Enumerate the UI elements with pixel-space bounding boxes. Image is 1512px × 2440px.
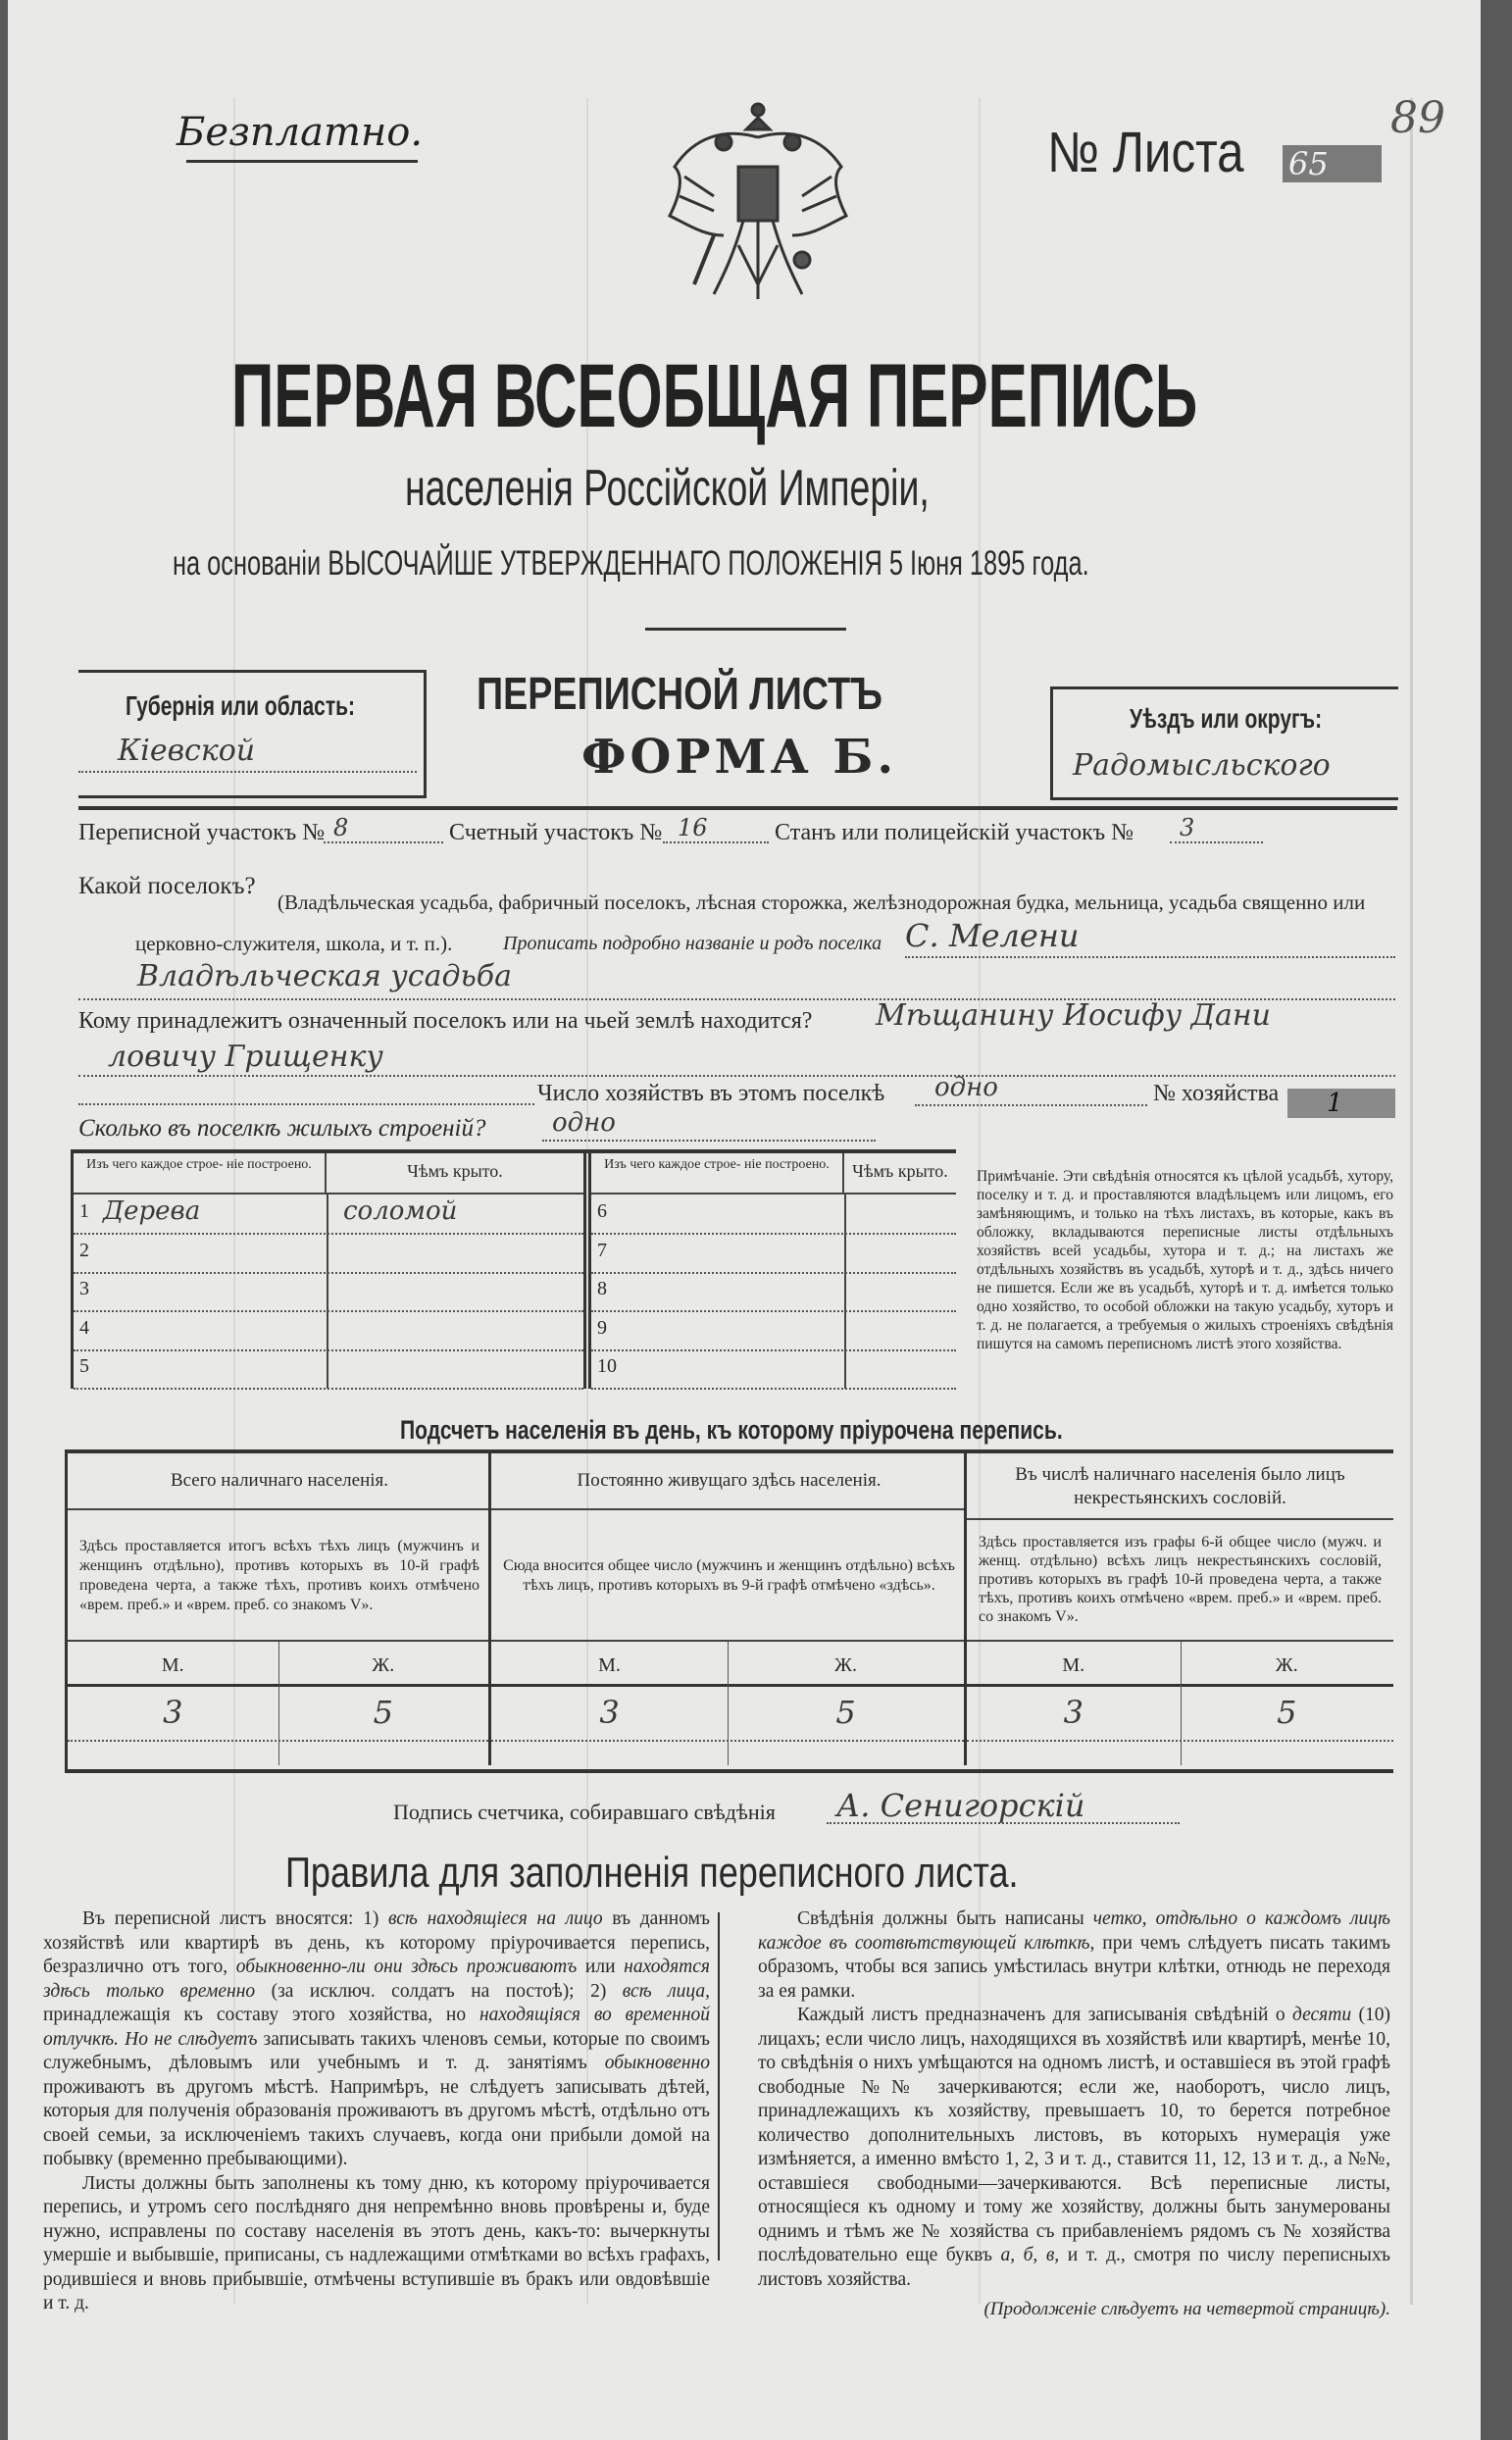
text-segment: Въ переписной листъ вносятся: 1) [82,1908,389,1929]
sheet-number-value: 65 [1283,145,1382,182]
row-number: 3 [79,1278,89,1300]
population-column [491,1453,967,1765]
building-row [74,1311,583,1351]
stan-label: Станъ или полицейскій участокъ № [775,820,1134,845]
male-header: М. [161,1654,184,1676]
buildings-table [71,1149,956,1389]
settlement-hint-cont: церковно-служителя, школа, и т. п.). [135,932,453,955]
count-section-field[interactable]: 16 [663,814,769,843]
district-label [1130,703,1386,735]
text-segment: (за исключ. солдатъ на постоѣ); 2) [255,1980,623,2002]
district-field[interactable]: Радомысльского [1073,748,1331,783]
population-column [68,1453,491,1765]
roof-cell[interactable]: соломой [343,1196,458,1226]
settlement-instruction: Прописать подробно названіе и родъ поселка [503,933,882,954]
household-number-label: № хозяйства [1153,1081,1280,1106]
census-section-field[interactable]: 8 [324,814,443,843]
female-header: Ж. [372,1654,395,1676]
population-column-description: Здѣсь проставляется изъ графы 6-й общее число (мужч. и женщ. отдѣльно) всѣхъ лицъ некрестьянскихъ сословій, противъ которыхъ въ графѣ 10-й проведена черта, а также тѣхъ, противъ коихъ отмѣчено «врем. преб.» и «врем. преб. со знакомъ V». [979,1533,1382,1625]
rules-paragraph [43,2172,710,2316]
buildings-label: Сколько въ поселкѣ жилыхъ строеній? [78,1115,486,1142]
table-double-divider [583,1153,591,1389]
row-number: 5 [79,1355,89,1378]
population-column-description: Здѣсь проставляется итогъ всѣхъ тѣхъ лицъ (мужчинъ и женщинъ отдѣльно), противъ которыхъ въ 10-й графѣ проведена черта, а также тѣхъ, противъ коихъ отмѣчено «врем. преб.» и «врем. преб. со знакомъ V». [79,1538,479,1613]
divider [645,628,846,631]
row-number: 7 [597,1239,607,1261]
settlement-field-line1[interactable]: С. Мелени [905,917,1395,958]
col-roof-header: Чѣмъ крыто. [844,1153,956,1195]
female-count[interactable]: 5 [1277,1694,1297,1731]
male-header: М. [1062,1654,1085,1676]
col-roof-header: Чѣмъ крыто. [327,1153,583,1195]
continuation-note: (Продолженіе слѣдуетъ на четвертой страницѣ). [983,2299,1390,2319]
building-row [591,1349,956,1390]
archive-number: 89 [1390,93,1445,143]
building-row [74,1195,583,1235]
household-number-field[interactable]: 1 [1287,1089,1395,1118]
district-label-text: Уѣздъ или округъ: [1130,703,1323,734]
female-header: Ж. [1275,1654,1298,1676]
building-row [591,1195,956,1235]
basis-line [173,544,1436,584]
row-number: 1 [79,1200,89,1222]
text-segment: а, б, в, [1000,2245,1060,2265]
dotted-line [491,1740,964,1742]
rules-right-column [758,1907,1390,2322]
population-column-title: Постоянно живущаго здѣсь населенія. [577,1470,882,1491]
free-label: Безплатно. [176,110,424,155]
text-segment: десяти [1292,2005,1352,2025]
text-segment: въ данномъ хозяйствѣ или квартирѣ въ день, къ которому пріурочивается перепись, безразлично отъ того, [43,1908,710,1977]
rules-title [285,1849,1180,1898]
population-column [967,1453,1393,1765]
rules-paragraph [758,2004,1390,2292]
free-underline [186,160,418,163]
text-segment: Каждый листъ предназначенъ для записыванія свѣдѣній о [797,2005,1293,2025]
owner-field-line2[interactable]: ловичу Грищенку [78,1040,1395,1077]
building-row [591,1272,956,1312]
text-segment: Листы должны быть заполнены къ тому дню, къ которому пріурочивается перепись, и утромъ сего послѣдняго дня непремѣнно вновь провѣрены и, буде нужно, исправлены по составу населенія въ этотъ день, какъ-то: вычеркнуты умершіе и выбывшіе, приписаны, съ надлежащими отмѣтками во всѣхъ графахъ, родившіеся и вновь прибывшіе, отмѣчены вступившіе въ бракъ или овдовѣвшіе и т. д. [43,2172,710,2313]
row-number: 2 [79,1239,89,1261]
divider [491,1508,964,1510]
building-row [591,1311,956,1351]
male-count[interactable]: 3 [599,1694,620,1731]
sheet-number-label [1047,120,1279,185]
rules-title-text: Правила для заполненія переписного листа. [285,1849,1019,1897]
stan-field[interactable]: 3 [1170,814,1263,843]
text-segment: , при чемъ слѣдуетъ писать такимъ образомъ, чтобы вся запись умѣстилась внутри клѣтки, отнюдь не переходя за ея рамки. [758,1932,1390,2002]
row-number: 9 [597,1316,607,1339]
province-label [126,690,431,722]
province-label-text: Губернія или область: [126,690,356,721]
text-segment: принадлежащія къ составу этого хозяйства, но [43,2005,479,2025]
female-count[interactable]: 5 [373,1694,393,1731]
female-count[interactable]: 5 [835,1694,856,1731]
form-name: ФОРМА Б. [581,730,898,785]
count-section-label: Счетный участокъ № [449,820,663,845]
column-rule [718,1912,720,2261]
dotted-line [967,1740,1393,1742]
divider [78,806,1397,810]
text-segment: проживаютъ въ другомъ мѣстѣ. Напримѣръ, не слѣдуетъ записывать дѣтей, которыя для полученія образованія проживаютъ въ другомъ мѣстѣ, отдѣльно отъ своей семьи, за исключеніемъ такихъ случаевъ, когда они прибыли домой на побывку (временно пребывающими). [43,2076,710,2169]
rules-paragraph [43,1907,710,2172]
col-material-header: Изъ чего каждое строе- ніе построено. [74,1153,327,1195]
building-row [74,1234,583,1274]
divider [68,1508,488,1510]
text-segment: находятся здѣсь только временно [43,1957,710,2002]
text-segment: всѣ находящіеся на лицо [388,1908,603,1929]
rules-left-column [43,1907,710,2316]
material-cell[interactable]: Дерева [103,1196,201,1226]
sheet-title [477,667,972,720]
dotted-line [68,1740,488,1742]
text-segment: (10) лицахъ; если число лицъ, находящихся въ хозяйствѣ или квартирѣ, менѣе 10, то свѣдѣнія о нихъ умѣщаются на одномъ листѣ, и оставшіеся въ этой графѣ свободные №№ зачеркиваются; если же, наоборотъ, число лицъ, принадлежащихъ къ хозяйству, превышаетъ 10, то берется потребное количество дополнительныхъ листовъ, въ которыхъ нумерація уже измѣняется, а именно вмѣсто 1, 2, 3 и т. д., ставится 11, 12, 13 и т. д., а №№, оставшіеся свободными—зачеркиваются. Всѣ переписные листы, относящіеся къ одному и тому же хозяйству, должны быть занумерованы однимъ и тѣмъ же № хозяйства съ прибавленіемъ рядомъ съ № хозяйства послѣдовательно еще буквъ [758,2005,1390,2265]
text-segment: четко, отдѣльно о каждомъ лицѣ каждое въ соотвѣтствующей клѣткѣ [758,1908,1390,1954]
page-subtitle-text: населенія Россійской Имперіи, [405,460,930,517]
male-count[interactable]: 3 [163,1694,183,1731]
settlement-field-line2[interactable]: Владѣльческая усадьба [78,959,1395,1000]
text-segment: записывать такихъ членовъ семьи, которые по своимъ служебнымъ, дѣловымъ или учебнымъ и т. д. занятіямъ [43,2028,710,2073]
row-number: 6 [597,1200,607,1222]
row-number: 4 [79,1316,89,1339]
owner-field-line1[interactable]: Мѣщанину Иосифу Дани [876,998,1272,1033]
page-title-text: ПЕРВАЯ ВСЕОБЩАЯ ПЕРЕПИСЬ [231,346,1198,446]
population-heading-text: Подсчетъ населенія въ день, къ которому пріурочена перепись. [400,1415,1063,1445]
households-label: Число хозяйствъ въ этомъ поселкѣ [537,1081,885,1106]
divider [967,1518,1393,1520]
text-segment: находящіяся во временной отлучкѣ. Но не слѣдуетъ [43,2005,710,2050]
building-row [591,1234,956,1274]
buildings-field[interactable]: одно [542,1108,876,1142]
basis-line-text: на основаніи ВЫСОЧАЙШЕ УТВЕРЖДЕННАГО ПОЛОЖЕНІЯ 5 Іюня 1895 года. [173,544,1089,583]
female-header: Ж. [834,1654,857,1676]
population-column-title: Въ числѣ наличнаго населенія было лицъ некрестьянскихъ сословій. [1015,1464,1345,1508]
imperial-eagle-emblem [655,98,861,309]
settlement-hint: (Владѣльческая усадьба, фабричный поселокъ, лѣсная сторожка, желѣзнодорожная будка, мельница, усадьба священно или [277,890,1366,914]
signature-field[interactable]: А. Сенигорскій [827,1787,1180,1824]
signature-label: Подпись счетчика, собиравшаго свѣдѣнія [393,1800,776,1824]
census-section-label: Переписной участокъ № [78,820,326,845]
male-count[interactable]: 3 [1063,1694,1084,1731]
population-column-title: Всего наличнаго населенія. [170,1470,389,1491]
building-row [74,1349,583,1390]
row-number: 8 [597,1278,607,1300]
text-segment: или [577,1957,625,1977]
population-table [65,1449,1393,1773]
row-number: 10 [597,1355,617,1378]
building-row [74,1272,583,1312]
dotted-line [78,1103,534,1105]
province-field[interactable]: Кіевской [78,734,417,773]
district-box [1050,686,1398,800]
owner-label: Кому принадлежитъ означенный поселокъ или на чьей землѣ находится? [78,1008,813,1034]
text-segment: обыкновенно [604,2053,710,2073]
col-material-header: Изъ чего каждое строе- ніе построено. [591,1153,844,1195]
households-field[interactable]: одно [915,1073,1147,1106]
population-column-description: Сюда вносится общее число (мужчинъ и женщинъ отдѣльно) всѣхъ тѣхъ лицъ, противъ которыхъ въ 9-й графѣ отмѣчено «здѣсь». [503,1557,955,1594]
text-segment: всѣ лица, [622,1980,710,2002]
sheet-number-label-text: № Листа [1047,121,1244,184]
sheet-title-text: ПЕРЕПИСНОЙ ЛИСТЪ [477,668,882,719]
male-header: М. [598,1654,621,1676]
page-subtitle [405,459,1134,518]
text-segment: и т. д., смотря по числу переписныхъ листовъ хозяйства. [758,2245,1390,2290]
settlement-label: Какой поселокъ? [78,873,256,899]
text-segment: Свѣдѣнія должны быть написаны [797,1908,1093,1929]
note-text: Примѣчаніе. Эти свѣдѣнія относятся къ цѣлой усадьбѣ, хутору, поселку и т. д. и проставляются владѣльцемъ или лицомъ, его замѣняющимъ, и только на тѣхъ листахъ, въ которые, какъ въ обложку, вкладываются переписные листы отдѣльныхъ хозяйствъ всей усадьбы, хутора и т. д.; на листахъ же отдѣльныхъ хозяйствъ въ усадьбѣ, хуторѣ и т. д., здѣсь ничего не пишется. Если же въ усадьбѣ, хуторѣ и т. д. имѣется только одно хозяйство, то особой обложки на такую усадьбу, хуторъ и т. д. не полагается, а требуемыя о жилыхъ строеніяхъ свѣдѣнія пишутся на самомъ переписномъ листѣ этого хозяйства. [977,1168,1393,1352]
province-box [78,670,427,798]
text-segment: обыкновенно-ли они здѣсь проживаютъ [235,1957,578,1977]
census-sheet [8,0,1481,2440]
page-title [231,345,1512,448]
rules-paragraph [758,1907,1390,2004]
population-heading [400,1415,1249,1446]
